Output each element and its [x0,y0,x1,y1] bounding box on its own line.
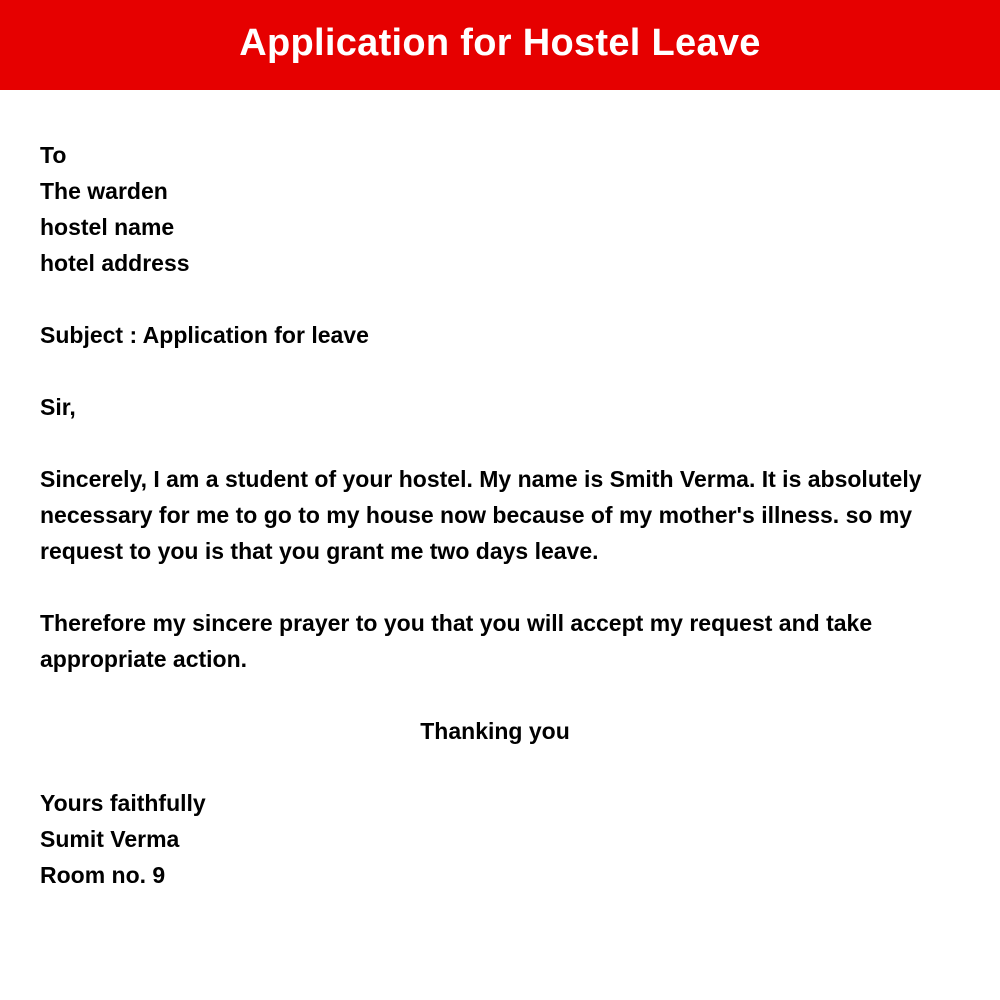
spacer [40,749,965,785]
subject-line: Subject : Application for leave [40,322,369,348]
title-banner [0,0,1000,90]
thanking-line: Thanking you [420,718,570,744]
recipient-address [40,137,965,281]
spacer [40,425,965,461]
sender-name: Sumit Verma [40,826,180,852]
address-line-recipient: The warden [40,178,168,204]
salutation: Sir, [40,394,76,420]
page-title: Application for Hostel Leave [239,21,761,64]
address-line-hostel-name: hostel name [40,214,175,240]
body-paragraph-1: Sincerely, I am a student of your hostel. My name is Smith Verma. It is absolutely necessary for me to go to my house now because of my mother's illness. so my request to you is that you grant me two days leave. [40,466,922,564]
spacer [40,569,965,605]
spacer [40,677,965,713]
signature-block [40,785,965,893]
address-line-hostel-address: hotel address [40,250,190,276]
room-number: Room no. 9 [40,862,166,888]
letter-body [40,137,965,893]
address-line-to: To [40,142,67,168]
spacer [40,353,965,389]
spacer [40,281,965,317]
body-paragraph-2: Therefore my sincere prayer to you that you will accept my request and take appropriate action. [40,610,873,672]
closing: Yours faithfully [40,790,206,816]
